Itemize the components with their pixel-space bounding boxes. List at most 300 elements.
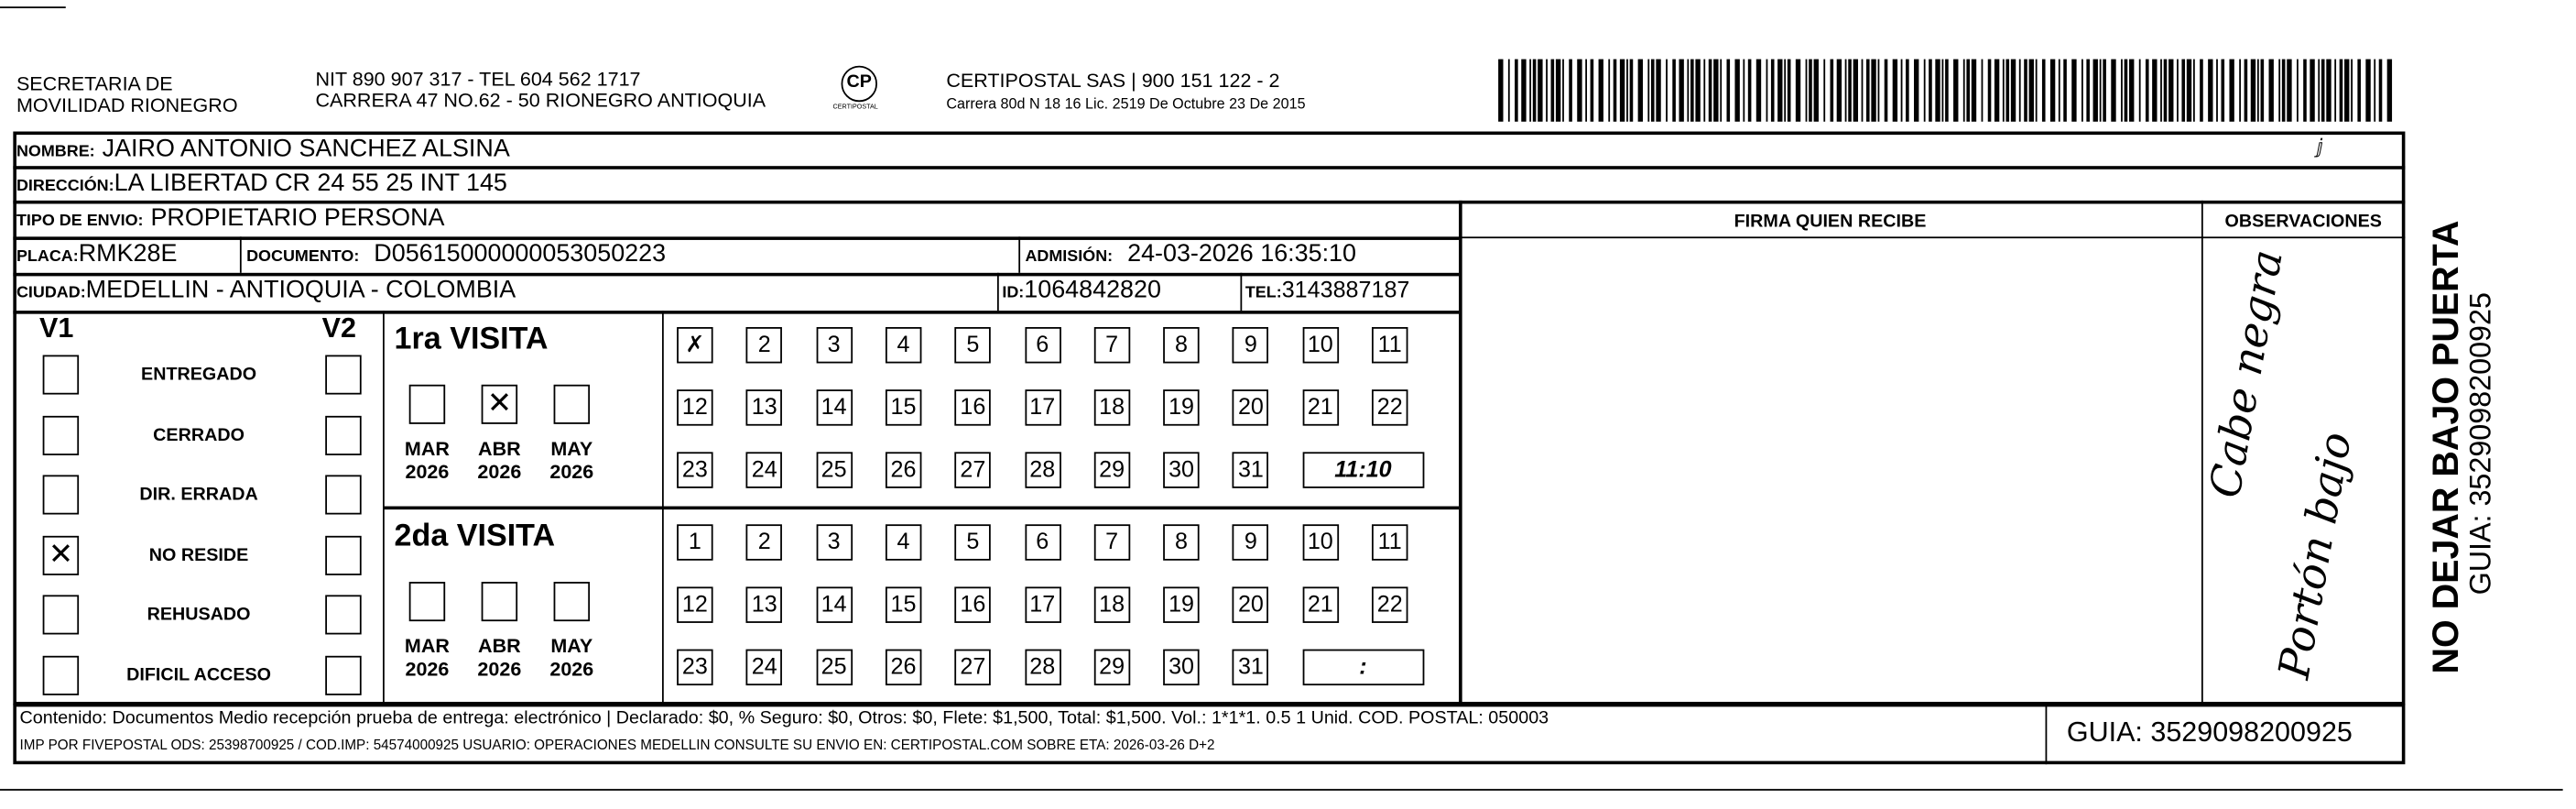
barcode-bar [1533, 60, 1537, 122]
v1-checkbox-4[interactable] [43, 595, 79, 634]
barcode-bar [2086, 60, 2090, 122]
barcode-bar [1806, 60, 1808, 122]
nombre-label: NOMBRE: [16, 143, 95, 161]
day-box-17[interactable]: 17 [1025, 389, 1060, 425]
barcode-bar [2200, 60, 2203, 122]
divider [997, 273, 999, 311]
day-box-15[interactable]: 15 [886, 586, 921, 622]
barcode-bar [2181, 60, 2185, 122]
admision-value: 24-03-2026 16:35:10 [1127, 239, 1357, 268]
barcode-bar [1766, 60, 1768, 122]
day-box-8[interactable]: 8 [1163, 524, 1199, 560]
barcode-bar [2103, 60, 2106, 122]
barcode-bar [1853, 60, 1858, 122]
org-contact [315, 69, 766, 112]
month-checkbox[interactable] [554, 582, 590, 621]
barcode-bar [1720, 60, 1722, 122]
barcode-bar [2310, 60, 2314, 122]
barcode-bar [1893, 60, 1897, 122]
day-box-9[interactable]: 9 [1233, 524, 1268, 560]
month-label [544, 437, 600, 483]
barcode-bar [1666, 60, 1668, 122]
month-year: 2026 [477, 657, 522, 681]
barcode-bar [1935, 60, 1940, 122]
month-label [399, 437, 455, 483]
day-box-17[interactable]: 17 [1025, 586, 1060, 622]
barcode-bar [2318, 60, 2320, 122]
barcode-bar [1508, 60, 1510, 122]
month-year: 2026 [549, 657, 594, 681]
day-box-6[interactable]: 6 [1025, 327, 1060, 363]
day-box-26[interactable]: 26 [886, 452, 921, 487]
barcode-bar [1831, 60, 1834, 122]
barcode-bar [2005, 60, 2009, 122]
day-box-29[interactable]: 29 [1093, 650, 1129, 685]
barcode-bar [1982, 60, 1984, 122]
admision-field [1025, 240, 1356, 269]
month-label [544, 634, 600, 680]
barcode-bar [1515, 60, 1518, 122]
barcode-bar [1777, 60, 1782, 122]
barcode-bar [1748, 60, 1752, 122]
month-year: 2026 [405, 460, 450, 484]
placa-value: RMK28E [78, 239, 178, 268]
tel-label: TEL: [1245, 284, 1282, 303]
barcode-bar [2081, 60, 2083, 122]
month-year: 2026 [405, 657, 450, 681]
status-label: REHUSADO [147, 605, 251, 625]
day-box-6[interactable]: 6 [1025, 524, 1060, 560]
id-field [1002, 276, 1161, 305]
barcode-bar [2297, 60, 2299, 122]
documento-field [246, 240, 666, 269]
v2-checkbox-3[interactable] [325, 535, 361, 574]
barcode-bar [1687, 60, 1689, 122]
nombre-value: JAIRO ANTONIO SANCHEZ ALSINA [102, 135, 510, 163]
barcode-bar [1695, 60, 1700, 122]
barcode-bar [2003, 60, 2005, 122]
barcode-bar [1924, 60, 1926, 122]
day-box-3[interactable]: 3 [816, 327, 852, 363]
signature-area[interactable] [1459, 236, 2201, 703]
divider [240, 236, 242, 272]
barcode-bar [2063, 60, 2067, 122]
day-box-11[interactable]: 11 [1372, 327, 1408, 363]
barcode-bar [1498, 60, 1503, 122]
barcode-bar [2282, 60, 2286, 122]
month-name: MAY [550, 437, 593, 461]
barcode-bar [2239, 60, 2241, 122]
day-box-19[interactable]: 19 [1163, 389, 1199, 425]
barcode-bar [2340, 60, 2343, 122]
address-line: CARRERA 47 NO.62 - 50 RIONEGRO ANTIOQUIA [315, 88, 766, 112]
company-line: CERTIPOSTAL SAS | 900 151 122 - 2 [946, 69, 1280, 93]
firma-label: FIRMA QUIEN RECIBE [1734, 212, 1927, 232]
barcode-bar [1878, 60, 1880, 122]
ciudad-value: MEDELLIN - ANTIOQUIA - COLOMBIA [85, 276, 516, 304]
barcode-bar [1726, 60, 1730, 122]
barcode-bar [2216, 60, 2218, 122]
day-box-4[interactable]: 4 [886, 327, 921, 363]
barcode-bar [2019, 60, 2021, 122]
time-box[interactable]: : [1302, 650, 1424, 685]
barcode-bar [1988, 60, 1992, 122]
barcode-bar [2261, 60, 2265, 122]
month-year: 2026 [477, 460, 522, 484]
day-box-26[interactable]: 26 [886, 650, 921, 685]
barcode-bar [1823, 60, 1825, 122]
day-box-23[interactable]: 23 [677, 452, 712, 487]
day-box-16[interactable]: 16 [955, 389, 991, 425]
barcode-bar [2093, 60, 2098, 122]
barcode-bar [1906, 60, 1909, 122]
day-box-14[interactable]: 14 [816, 389, 852, 425]
barcode-bar [2278, 60, 2280, 122]
barcode-bar [1966, 60, 1970, 122]
day-box-16[interactable]: 16 [955, 586, 991, 622]
month-checkbox[interactable] [409, 582, 445, 621]
placa-label: PLACA: [16, 247, 79, 267]
barcode-bar [2365, 60, 2370, 122]
barcode-bar [2321, 60, 2325, 122]
divider [1018, 236, 1020, 272]
barcode-bar [2357, 60, 2361, 122]
barcode-bar [1871, 60, 1875, 122]
barcode-bar [1647, 60, 1649, 122]
day-box-25[interactable]: 25 [816, 650, 852, 685]
org-name [16, 71, 238, 117]
day-box-7[interactable]: 7 [1093, 524, 1129, 560]
side-guia: GUIA: 3529098200925 [2464, 292, 2497, 596]
v1-checkbox-5[interactable] [43, 655, 79, 694]
v1-checkbox-1[interactable] [43, 415, 79, 454]
barcode-bar [1743, 60, 1745, 122]
admision-label: ADMISIÓN: [1025, 247, 1114, 267]
day-box-23[interactable]: 23 [677, 650, 712, 685]
visit-title: 2da VISITA [394, 519, 556, 554]
month-name: MAR [404, 634, 450, 658]
day-box-12[interactable]: 12 [677, 586, 712, 622]
barcode-bar [1809, 60, 1812, 122]
barcode-bar [1771, 60, 1775, 122]
barcode-bar [2164, 60, 2168, 122]
day-box-7[interactable]: 7 [1093, 327, 1129, 363]
barcode-bar [2351, 60, 2353, 122]
barcode-bar [1608, 60, 1610, 122]
day-box-22[interactable]: 22 [1372, 586, 1408, 622]
ciudad-field [16, 276, 516, 305]
barcode-bar [2139, 60, 2141, 122]
barcode-bar [2024, 60, 2027, 122]
barcode-bar [2029, 60, 2034, 122]
direccion-value: LA LIBERTAD CR 24 55 25 INT 145 [114, 169, 507, 198]
barcode-bar [1901, 60, 1903, 122]
barcode-bar [2221, 60, 2224, 122]
day-box-1[interactable]: ✗ [677, 327, 712, 363]
month-name: ABR [478, 634, 521, 658]
barcode-bar [2344, 60, 2349, 122]
divider [1240, 273, 1242, 311]
barcode-bar [1591, 60, 1594, 122]
barcode-bar [1703, 60, 1705, 122]
barcode-bar [2193, 60, 2195, 122]
divider [2201, 201, 2203, 705]
barcode-bar [1626, 60, 1628, 122]
barcode-bar [2146, 60, 2149, 122]
barcode-bar [1614, 60, 1617, 122]
barcode-bar [2326, 60, 2331, 122]
month-name: MAR [404, 437, 450, 461]
status-label: CERRADO [153, 424, 245, 445]
barcode-bar [2244, 60, 2248, 122]
time-box[interactable]: 11:10 [1302, 452, 1424, 487]
month-checkbox[interactable]: ✕ [482, 385, 517, 424]
day-box-5[interactable]: 5 [955, 524, 991, 560]
barcode-bar [2111, 60, 2115, 122]
barcode-bar [1953, 60, 1958, 122]
day-box-5[interactable]: 5 [955, 327, 991, 363]
page-edge [0, 789, 2563, 791]
barcode-bar [1577, 60, 1581, 122]
month-label [399, 634, 455, 680]
status-label: DIR. ERRADA [139, 485, 258, 505]
org-line-1: SECRETARIA DE [16, 71, 173, 96]
barcode-bar [1529, 60, 1531, 122]
day-box-18[interactable]: 18 [1093, 389, 1129, 425]
barcode-bar [2042, 60, 2046, 122]
barcode-bar [1656, 60, 1660, 122]
day-box-10[interactable]: 10 [1302, 327, 1338, 363]
barcode-bar [1942, 60, 1944, 122]
observation-handwriting-1: Cabe negra [2201, 246, 2294, 502]
day-box-13[interactable]: 13 [746, 586, 782, 622]
barcode-bar [2251, 60, 2255, 122]
day-box-11[interactable]: 11 [1372, 524, 1408, 560]
id-value: 1064842820 [1024, 276, 1161, 304]
day-box-21[interactable]: 21 [1302, 586, 1338, 622]
day-box-29[interactable]: 29 [1093, 452, 1129, 487]
v2-header: V2 [321, 312, 356, 344]
barcode-bar [1963, 60, 1965, 122]
barcode-bar [1651, 60, 1655, 122]
day-box-28[interactable]: 28 [1025, 452, 1060, 487]
barcode-bar [1630, 60, 1634, 122]
day-box-4[interactable]: 4 [886, 524, 921, 560]
day-box-9[interactable]: 9 [1233, 327, 1268, 363]
barcode-bar [2229, 60, 2234, 122]
barcode-bar [1845, 60, 1847, 122]
tipo-row [16, 203, 445, 233]
day-box-10[interactable]: 10 [1302, 524, 1338, 560]
barcode-bar [1796, 60, 1800, 122]
day-box-24[interactable]: 24 [746, 452, 782, 487]
footer-content-line: Contenido: Documentos Medio recepción prueba de entrega: electrónico | Declarado: $0, % Seguro: $0, Otros: $0, Flete: $1,500, Total: $1,500. Vol.: 1*1*1. 0.5 1 Unid. COD. POSTAL: 050003 [19, 708, 1549, 728]
barcode-bar [1862, 60, 1864, 122]
barcode-bar [2187, 60, 2191, 122]
barcode-bar [2269, 60, 2274, 122]
barcode-bar [1866, 60, 1870, 122]
barcode-bar [2160, 60, 2162, 122]
barcode-bar [1713, 60, 1718, 122]
day-box-21[interactable]: 21 [1302, 389, 1338, 425]
barcode-bar [2303, 60, 2307, 122]
day-box-2[interactable]: 2 [746, 327, 782, 363]
month-name: MAY [550, 634, 593, 658]
day-box-1[interactable]: 1 [677, 524, 712, 560]
barcode-bar [1972, 60, 1976, 122]
day-box-31[interactable]: 31 [1233, 650, 1268, 685]
v1-header: V1 [39, 312, 74, 344]
barcode-bar [2387, 60, 2392, 122]
ciudad-label: CIUDAD: [16, 284, 86, 303]
barcode-bar [2121, 60, 2123, 122]
v2-checkbox-4[interactable] [325, 595, 361, 634]
barcode-bar [1784, 60, 1786, 122]
barcode-bar [1546, 60, 1548, 122]
barcode-bar [1814, 60, 1819, 122]
barcode-bar [1994, 60, 1999, 122]
nombre-row [16, 135, 510, 164]
barcode-bar [1620, 60, 1625, 122]
barcode-bar [2379, 60, 2383, 122]
divider [383, 507, 1459, 510]
no-dejar-warning: NO DEJAR BAJO PUERTA [2424, 220, 2466, 674]
placa-field [16, 240, 177, 269]
barcode-bar [2050, 60, 2055, 122]
barcode-bar [2100, 60, 2102, 122]
v1-checkbox-3[interactable]: ✕ [43, 535, 79, 574]
day-box-30[interactable]: 30 [1163, 452, 1199, 487]
month-name: ABR [478, 437, 521, 461]
day-box-27[interactable]: 27 [955, 650, 991, 685]
barcode-bar [1709, 60, 1712, 122]
barcode-bar [2125, 60, 2128, 122]
month-checkbox[interactable] [554, 385, 590, 424]
footer-guia: GUIA: 3529098200925 [2066, 716, 2353, 749]
barcode-bar [1885, 60, 1888, 122]
barcode-bar [1788, 60, 1791, 122]
barcode-bar [2257, 60, 2259, 122]
v2-checkbox-1[interactable] [325, 415, 361, 454]
day-box-25[interactable]: 25 [816, 452, 852, 487]
barcode-bar [1756, 60, 1761, 122]
barcode-bar [2208, 60, 2212, 122]
day-box-3[interactable]: 3 [816, 524, 852, 560]
barcode-bar [2129, 60, 2134, 122]
barcode-bar [1585, 60, 1587, 122]
status-label: NO RESIDE [148, 544, 249, 565]
day-box-22[interactable]: 22 [1372, 389, 1408, 425]
v2-checkbox-2[interactable] [325, 475, 361, 514]
barcode-bar [1562, 60, 1564, 122]
day-box-31[interactable]: 31 [1233, 452, 1268, 487]
month-checkbox[interactable] [409, 385, 445, 424]
day-box-14[interactable]: 14 [816, 586, 852, 622]
barcode-bar [2334, 60, 2336, 122]
barcode-bar [1837, 60, 1842, 122]
barcode-bar [2071, 60, 2076, 122]
day-box-19[interactable]: 19 [1163, 586, 1199, 622]
day-box-2[interactable]: 2 [746, 524, 782, 560]
tipo-value: PROPIETARIO PERSONA [150, 203, 445, 232]
scan-mark [0, 6, 66, 8]
divider [2046, 704, 2048, 764]
footer-print-line: IMP POR FIVEPOSTAL ODS: 25398700925 / COD.IMP: 54574000925 USUARIO: OPERACIONES MEDELLIN CONSULTE SU ENVIO EN: CERTIPOSTAL.COM SOBRE ETA: 2026-03-26 D+2 [19, 736, 1215, 753]
id-label: ID: [1002, 284, 1025, 303]
barcode-bar [1551, 60, 1555, 122]
visit-title: 1ra VISITA [394, 322, 549, 357]
logo-text: CERTIPOSTAL [832, 102, 878, 111]
month-label [472, 634, 527, 680]
v1-checkbox-0[interactable] [43, 355, 79, 395]
barcode-bar [1945, 60, 1949, 122]
day-box-20[interactable]: 20 [1233, 586, 1268, 622]
barcode-bar [2011, 60, 2016, 122]
barcode-bar [1599, 60, 1603, 122]
direccion-row [16, 169, 507, 199]
day-box-18[interactable]: 18 [1093, 586, 1129, 622]
day-box-13[interactable]: 13 [746, 389, 782, 425]
barcode-bar [1556, 60, 1560, 122]
barcode-bar [1690, 60, 1694, 122]
day-box-30[interactable]: 30 [1163, 650, 1199, 685]
status-label: ENTREGADO [141, 365, 257, 385]
v1-checkbox-2[interactable] [43, 475, 79, 514]
day-box-27[interactable]: 27 [955, 452, 991, 487]
observation-handwriting-2: Portón bajo [2270, 428, 2363, 683]
org-line-2: MOVILIDAD RIONEGRO [16, 93, 238, 117]
documento-value: D05615000000053050223 [374, 239, 667, 268]
barcode-bar [2374, 60, 2375, 122]
barcode [1498, 60, 2396, 122]
observaciones-label: OBSERVACIONES [2224, 212, 2382, 232]
day-box-8[interactable]: 8 [1163, 327, 1199, 363]
tel-field [1245, 276, 1410, 305]
barcode-bar [1569, 60, 1572, 122]
license-line: Carrera 80d N 18 16 Lic. 2519 De Octubre 23 De 2015 [946, 95, 1306, 112]
status-label: DIFICIL ACCESO [126, 664, 272, 685]
v2-checkbox-0[interactable] [325, 355, 361, 395]
barcode-bar [2287, 60, 2291, 122]
day-box-24[interactable]: 24 [746, 650, 782, 685]
day-box-15[interactable]: 15 [886, 389, 921, 425]
barcode-bar [1538, 60, 1542, 122]
barcode-bar [1521, 60, 1526, 122]
ink-mark: ⅉ [2316, 135, 2324, 159]
barcode-bar [2152, 60, 2157, 122]
day-box-28[interactable]: 28 [1025, 650, 1060, 685]
day-box-20[interactable]: 20 [1233, 389, 1268, 425]
barcode-bar [1929, 60, 1932, 122]
barcode-bar [1679, 60, 1683, 122]
barcode-bar [1672, 60, 1676, 122]
barcode-bar [2168, 60, 2173, 122]
tipo-label: TIPO DE ENVIO: [16, 212, 144, 231]
tel-value: 3143887187 [1281, 276, 1410, 303]
barcode-bar [1848, 60, 1852, 122]
direccion-label: DIRECCIÓN: [16, 177, 114, 196]
barcode-bar [1914, 60, 1918, 122]
month-checkbox[interactable] [482, 582, 517, 621]
day-box-12[interactable]: 12 [677, 389, 712, 425]
barcode-bar [1734, 60, 1739, 122]
v2-checkbox-5[interactable] [325, 655, 361, 694]
barcode-bar [2059, 60, 2060, 122]
barcode-bar [2177, 60, 2179, 122]
documento-label: DOCUMENTO: [246, 247, 360, 267]
nit-line: NIT 890 907 317 - TEL 604 562 1717 [315, 67, 641, 91]
month-year: 2026 [549, 460, 594, 484]
